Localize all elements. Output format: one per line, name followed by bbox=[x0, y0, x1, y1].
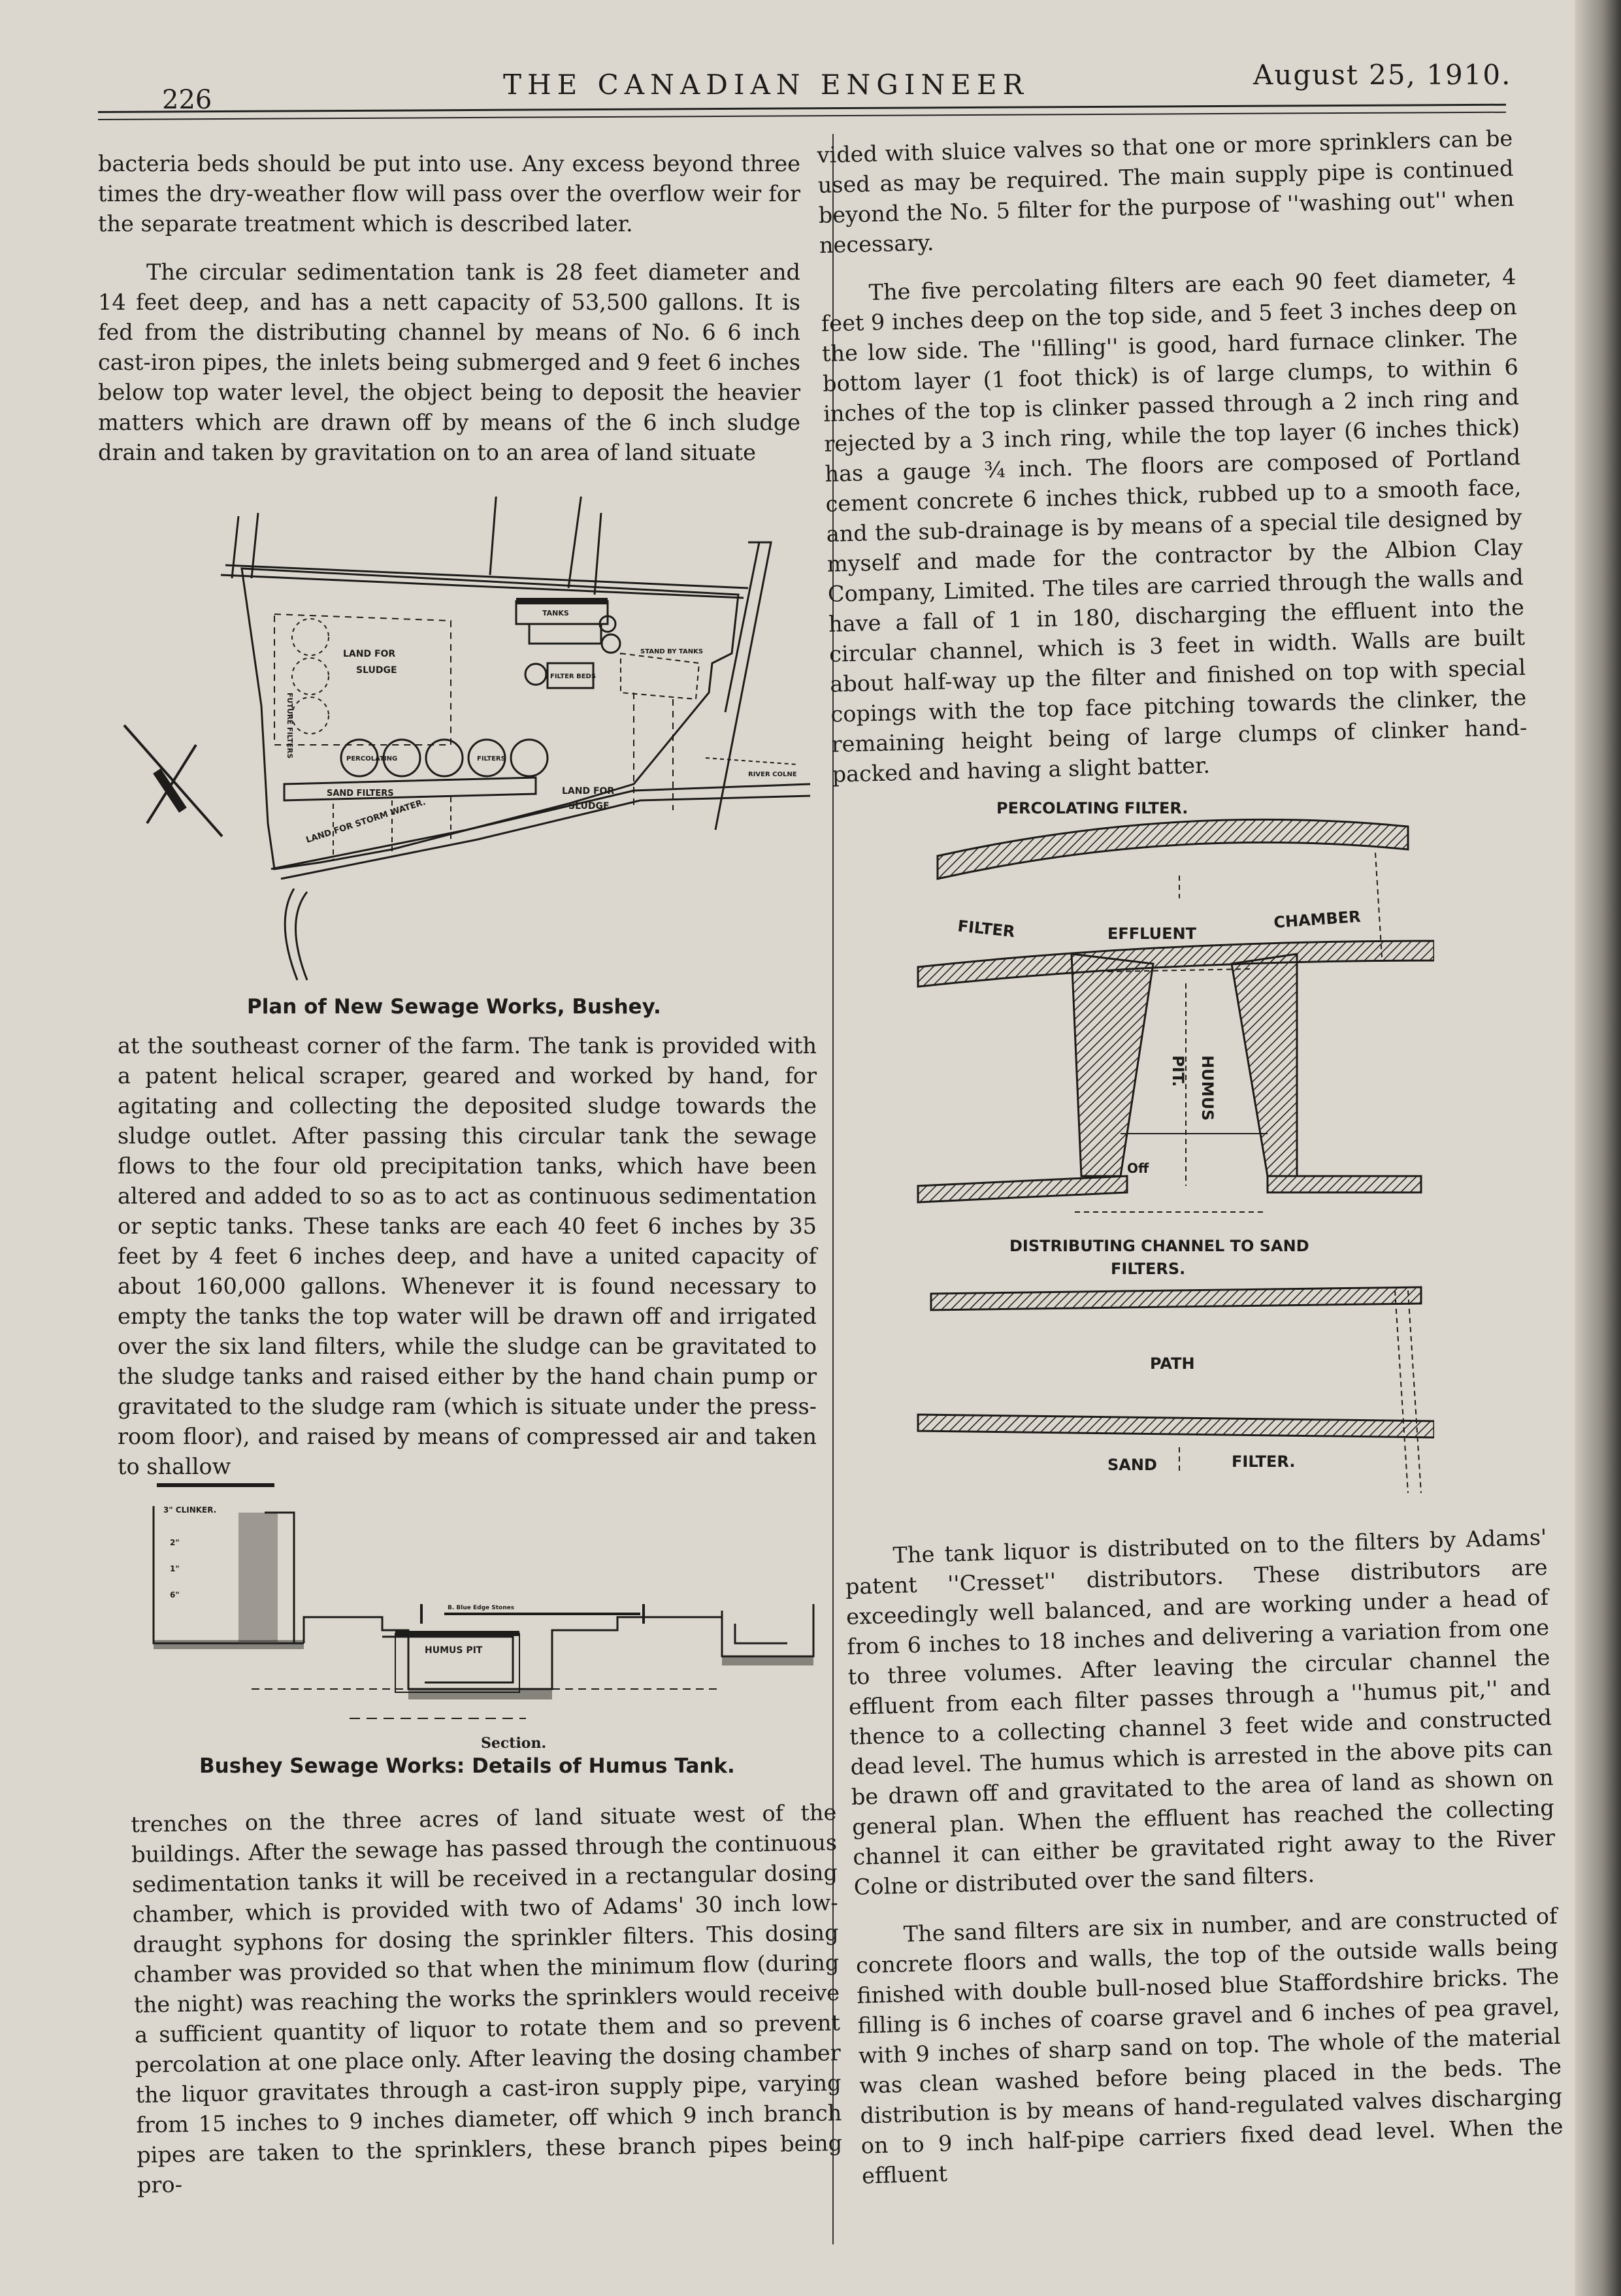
paragraph: The circular sedimentation tank is 28 feet diameter and 14 feet deep, and has a nett capacity of 53,500 gallons. It is fed from the distributing channel by means of No. 6 6 inch cast-iron pipes, the inlets being submerged and 9 feet 6 inches below top water level, the object being to deposit the heavier matters which are drawn off by means of the 6 inch sludge drain and taken by gravitation on to an area of land situate bbox=[98, 259, 800, 465]
plan-drawing bbox=[111, 497, 817, 1006]
humus-label-1in: 1" bbox=[170, 1564, 180, 1573]
perc-label-effluent: EFFLUENT bbox=[1107, 925, 1196, 943]
plan-label-sludge-b: SLUDGE bbox=[568, 801, 610, 812]
plan-label-river: RIVER COLNE bbox=[748, 771, 797, 778]
right-column-top-text bbox=[817, 123, 1528, 790]
humus-label-6in: 6" bbox=[170, 1590, 180, 1599]
plan-label-filter-beds: FILTER BEDS bbox=[550, 673, 597, 680]
humus-label-clinker: 3" CLINKER. bbox=[163, 1505, 217, 1515]
humus-label-2in: 2" bbox=[170, 1538, 180, 1547]
percolating-filter-drawing bbox=[911, 794, 1434, 1519]
left-column-middle-text bbox=[118, 1031, 817, 1482]
plan-label-storm-water: LAND FOR STORM WATER. bbox=[304, 797, 427, 845]
perc-label-chamber: CHAMBER bbox=[1273, 907, 1362, 932]
page-binding-edge bbox=[1575, 0, 1621, 2296]
paragraph: The tank liquor is distributed on to the filters by Adams' patent ''Cresset'' distributors. These distributors are exceedingly well balanced, and are working under a head of from 6 inches to 18 inches and delivering a variation from one to three volumes. After leaving the circular channel the effluent from each filter passes through a ''humus pit,'' and thence to a collecting channel 3 feet wide and constructed dead level. The humus which is arrested in the above pits can be drawn off and gravitated to the area of land as shown on general plan. When the effluent has reached the collecting channel it can either be gravitated right away to the River Colne or distributed over the sand filters. bbox=[845, 1524, 1556, 1900]
plan-label-filters: FILTERS bbox=[477, 755, 506, 763]
paragraph: vided with sluice valves so that one or more sprinklers can be used as may be required. The main supply pipe is continued beyond the No. 5 filter for the purpose of ''washing out'' when necessary. bbox=[817, 125, 1515, 258]
perc-label-pit: PIT. bbox=[1169, 1055, 1187, 1087]
humus-tank-caption: Bushey Sewage Works: Details of Humus Tank. bbox=[199, 1754, 735, 1778]
right-column-bottom-text bbox=[844, 1522, 1564, 2191]
humus-tank-section-figure bbox=[134, 1473, 836, 1767]
perc-label-filter: FILTER bbox=[957, 917, 1016, 942]
plan-label-tanks: TANKS bbox=[542, 609, 569, 617]
plan-figure bbox=[111, 497, 817, 1006]
section-label: Section. bbox=[481, 1735, 547, 1752]
plan-label-sludge: SLUDGE bbox=[356, 665, 397, 676]
paragraph: The sand filters are six in number, and are constructed of concrete floors and walls, the top of the outside walls being finished with double bull-nosed blue Staffordshire bricks. The filling is 6 inches of coarse gravel and 6 inches of pea gravel, with 9 inches of sharp sand on top. The whole of the material was clean washed before being placed in the beds. The distribution is by means of hand-regulated valves discharging on to 9 inch half-pipe carriers fixed dead level. When the effluent bbox=[855, 1903, 1564, 2189]
perc-label-humus: HUMUS bbox=[1198, 1055, 1217, 1121]
percolating-filter-figure bbox=[911, 794, 1434, 1519]
perc-label-filters: FILTERS. bbox=[1111, 1260, 1186, 1278]
plan-label-land-for-sludge: LAND FOR bbox=[343, 649, 396, 659]
perc-label-percolating-filter: PERCOLATING FILTER. bbox=[996, 799, 1188, 817]
plan-label-sand-filters: SAND FILTERS bbox=[327, 789, 394, 798]
perc-label-off: Off bbox=[1127, 1160, 1149, 1176]
humus-tank-drawing bbox=[134, 1473, 836, 1767]
paragraph: The five percolating filters are each 90 feet diameter, 4 feet 9 inches deep on the top side, and 5 feet 3 inches deep on the low side. The ''filling'' is good, hard furnace clinker. The bottom layer (1 foot thick) is of large clumps, to within 6 inches of the top is clinker passed through a 2 inch ring and rejected by a 3 inch ring, while the top layer (6 inches thick) has a gauge ¾ inch. The floors are composed of Portland cement concrete 6 inches thick, rubbed up to a smooth face, and the sub-drainage is by means of a special tile designed by myself and made for the contractor by the Albion Clay Company, Limited. The tiles are carried through the walls and have a fall of 1 in 180, discharging the effluent into the circular channel, which is 3 feet in width. Walls are built about half-way up the filter and finished on top with special copings with the top face pitching towards the clinker, the remaining height being of large clumps of clinker hand-packed and having a slight batter. bbox=[821, 263, 1528, 787]
journal-title: THE CANADIAN ENGINEER bbox=[503, 69, 1030, 101]
perc-label-sand: SAND bbox=[1107, 1456, 1157, 1474]
issue-date: August 25, 1910. bbox=[1253, 59, 1512, 91]
plan-label-future-filters: FUTURE FILTERS bbox=[286, 693, 294, 759]
perc-label-path: PATH bbox=[1150, 1354, 1195, 1373]
plan-label-percolating: PERCOLATING bbox=[346, 755, 398, 763]
paragraph: at the southeast corner of the farm. The tank is provided with a patent helical scraper, geared and worked by hand, for agitating and collecting the deposited sludge towards the sludge outlet. After passing this circular tank the sewage flows to the four old precipitation tanks, which have been altered and added to so as to act as continuous sedimentation or septic tanks. These tanks are each 40 feet 6 inches by 35 feet by 4 feet 6 inches deep, and have a united capacity of about 160,000 gallons. Whenever it is found necessary to empty the tanks the top water will be drawn off and irrigated over the six land filters, while the sludge can be gravitated to the sludge tanks and raised either by the hand chain pump or gravitated to the sludge ram (which is situate under the press-room floor), and raised by means of compressed air and taken to shallow bbox=[118, 1033, 817, 1479]
left-column-bottom-text bbox=[131, 1797, 843, 2201]
paragraph: trenches on the three acres of land situate west of the buildings. After the sewage has passed through the continuous sedimentation tanks it will be received in a rectangular dosing chamber, which is provided with two of Adams' 30 inch low-draught syphons for dosing the sprinkler filters. This dosing chamber was provided so that when the minimum flow (during the night) was reaching the works the sprinklers would receive a sufficient quantity of liquor to rotate them and so prevent percolation at one place only. After leaving the dosing chamber the liquor gravitates through a cast-iron supply pipe, varying from 15 inches to 9 inches diameter, off which 9 inch branch pipes are taken to the sprinklers, these branch pipes being pro- bbox=[131, 1799, 843, 2198]
humus-label-humus-pit: HUMUS PIT bbox=[425, 1645, 483, 1656]
plan-label-stand-by-tanks: STAND BY TANKS bbox=[640, 648, 704, 655]
perc-label-sand-filter: FILTER. bbox=[1232, 1452, 1296, 1471]
plan-caption: Plan of New Sewage Works, Bushey. bbox=[247, 995, 661, 1019]
page-number: 226 bbox=[162, 85, 212, 115]
paragraph: bacteria beds should be put into use. Any excess beyond three times the dry-weather flow will pass over the overflow weir for the separate treatment which is described later. bbox=[98, 151, 800, 237]
left-column-top-text bbox=[98, 149, 800, 468]
perc-label-distributing: DISTRIBUTING CHANNEL TO SAND bbox=[1009, 1237, 1309, 1255]
humus-label-blue-edge: B. Blue Edge Stones bbox=[448, 1605, 515, 1611]
plan-label-land-for-sludge-b: LAND FOR bbox=[562, 786, 615, 796]
